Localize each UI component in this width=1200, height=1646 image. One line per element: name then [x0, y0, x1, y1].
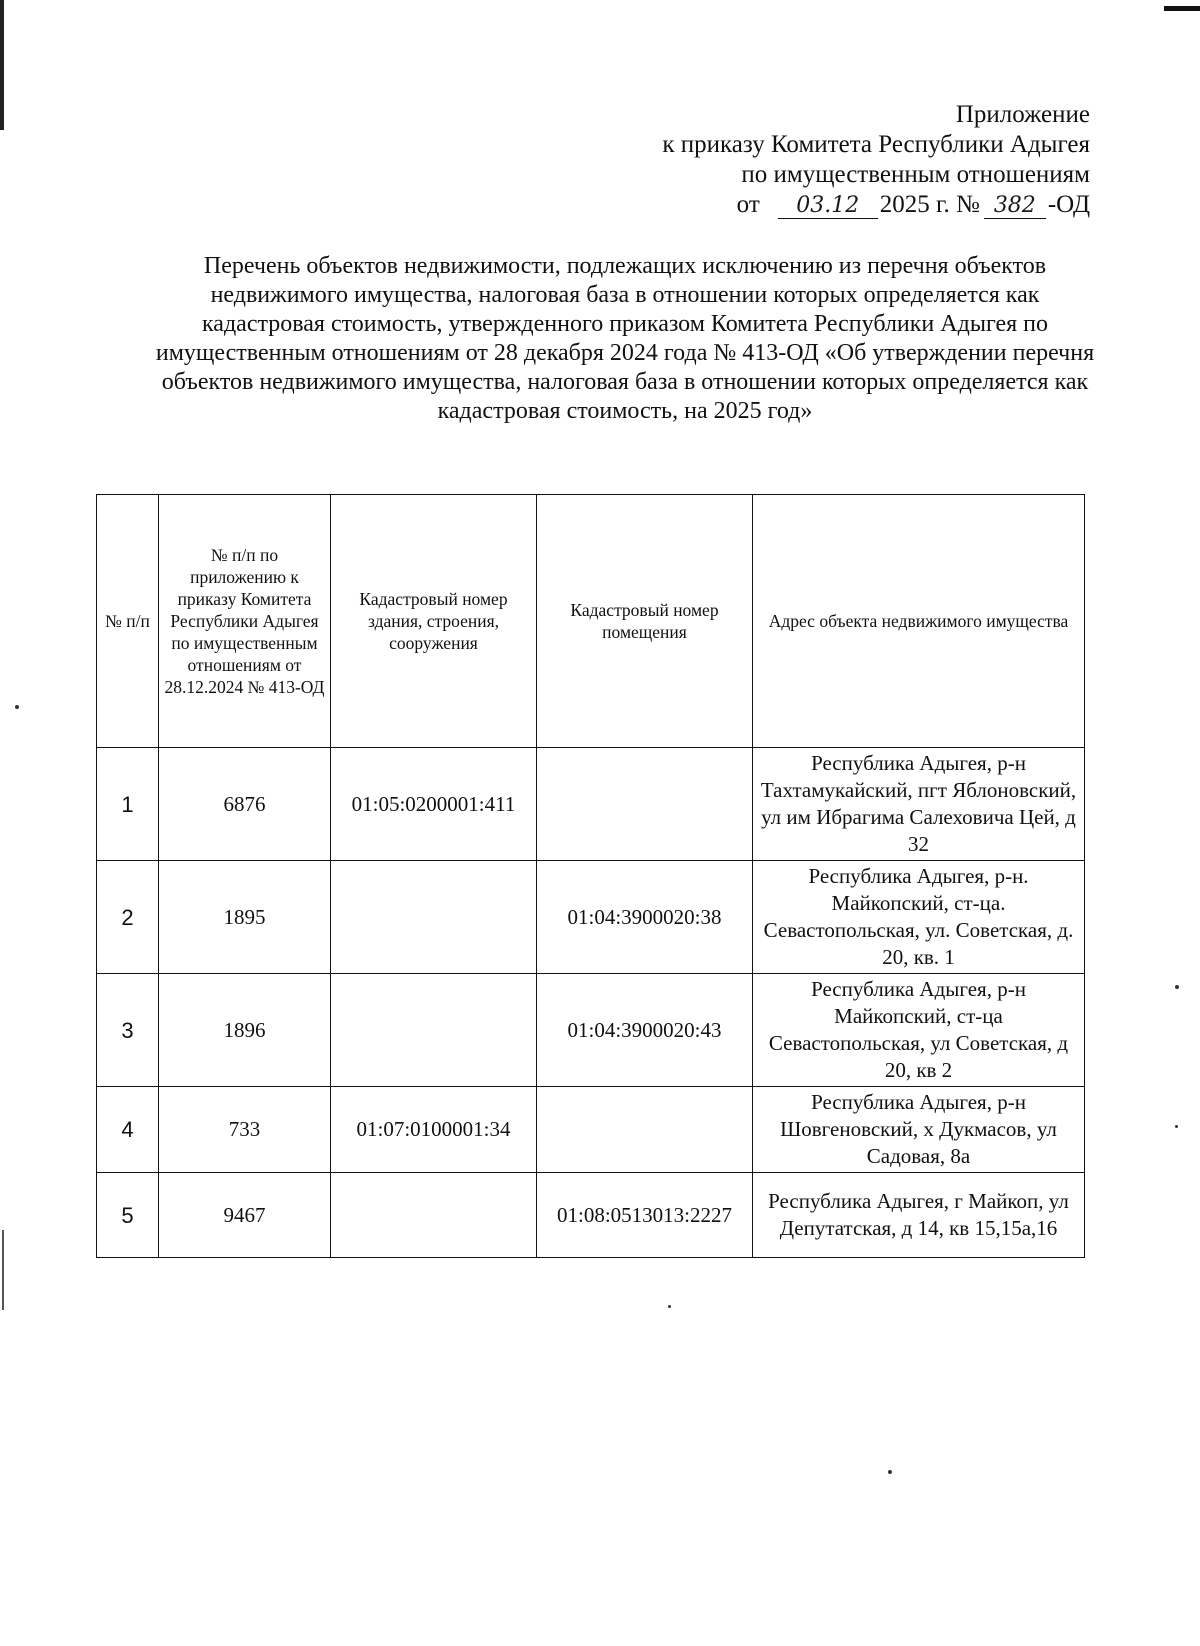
table-row [97, 974, 1085, 1087]
scan-speck [668, 1305, 671, 1308]
table-row [97, 861, 1085, 974]
number-suffix: -ОД [1047, 191, 1090, 218]
cell-premises-cadastral: 01:04:3900020:38 [537, 861, 753, 974]
scan-edge-mark [0, 0, 4, 130]
appendix-title: Приложение [955, 101, 1090, 128]
column-header-reference: № п/п по приложению к приказу Комитета Республики Адыгея по имущественным отношениям от 28.12.2024 № 413-ОД [159, 495, 331, 748]
cell-reference: 1895 [159, 861, 331, 974]
cell-building-cadastral: 01:07:0100001:34 [331, 1087, 537, 1173]
cell-number: 2 [97, 861, 159, 974]
cell-building-cadastral: 01:05:0200001:411 [331, 748, 537, 861]
cell-premises-cadastral [537, 1087, 753, 1173]
appendix-header [662, 100, 1090, 220]
scan-speck [1175, 985, 1179, 989]
cell-address: Республика Адыгея, р-н Шовгеновский, х Дукмасов, ул Садовая, 8а [753, 1087, 1085, 1173]
cell-address: Республика Адыгея, р-н Майкопский, ст-ца Севастопольская, ул Советская, д 20, кв 2 [753, 974, 1085, 1087]
cell-building-cadastral [331, 1173, 537, 1258]
cell-number: 3 [97, 974, 159, 1087]
cell-reference: 9467 [159, 1173, 331, 1258]
table-row [97, 1173, 1085, 1258]
cell-number: 5 [97, 1173, 159, 1258]
cell-reference: 6876 [159, 748, 331, 861]
table-row [97, 748, 1085, 861]
appendix-committee: по имущественным отношениям [741, 161, 1090, 188]
cell-building-cadastral [331, 974, 537, 1087]
cell-number: 4 [97, 1087, 159, 1173]
cell-address: Республика Адыгея, р-н. Майкопский, ст-ца. Севастопольская, ул. Советская, д. 20, кв. 1 [753, 861, 1085, 974]
scan-corner-mark [1164, 6, 1200, 11]
document-title: Перечень объектов недвижимости, подлежащих исключению из перечня объектов недвижимого имущества, налоговая база в отношении которых определяется как кадастровая стоимость, утвержденного приказом Комитета Республики Адыгея по имущественным отношениям от 28 декабря 2024 года № 413-ОД «Об утверждении перечня объектов недвижимого имущества, налоговая база в отношении которых определяется как кадастровая стоимость, на 2025 год» [155, 253, 1095, 424]
column-header-address: Адрес объекта недвижимого имущества [753, 495, 1085, 748]
cell-premises-cadastral [537, 748, 753, 861]
date-middle: 2025 г. № [879, 191, 980, 218]
cell-reference: 733 [159, 1087, 331, 1173]
cell-premises-cadastral: 01:08:0513013:2227 [537, 1173, 753, 1258]
cell-building-cadastral [331, 861, 537, 974]
scan-speck [1175, 1125, 1178, 1128]
handwritten-date: 03.12 [778, 194, 878, 219]
handwritten-number: 382 [984, 194, 1046, 219]
cell-number: 1 [97, 748, 159, 861]
appendix-order-ref: к приказу Комитета Республики Адыгея [662, 131, 1090, 158]
table-row [97, 1087, 1085, 1173]
table-header-row [97, 495, 1085, 748]
column-header-number: № п/п [97, 495, 159, 748]
scan-speck [888, 1470, 892, 1474]
scan-speck [15, 705, 19, 709]
column-header-building-cadastral: Кадастровый номер здания, строения, сооружения [331, 495, 537, 748]
cell-address: Республика Адыгея, г Майкоп, ул Депутатская, д 14, кв 15,15а,16 [753, 1173, 1085, 1258]
order-date-line [737, 190, 1090, 220]
cell-premises-cadastral: 01:04:3900020:43 [537, 974, 753, 1087]
cell-address: Республика Адыгея, р-н Тахтамукайский, пгт Яблоновский, ул им Ибрагима Салеховича Цей, д 32 [753, 748, 1085, 861]
objects-table [96, 494, 1085, 1258]
date-prefix: от [736, 191, 760, 218]
cell-reference: 1896 [159, 974, 331, 1087]
scan-edge-mark [2, 1230, 4, 1310]
column-header-premises-cadastral: Кадастровый номер помещения [537, 495, 753, 748]
